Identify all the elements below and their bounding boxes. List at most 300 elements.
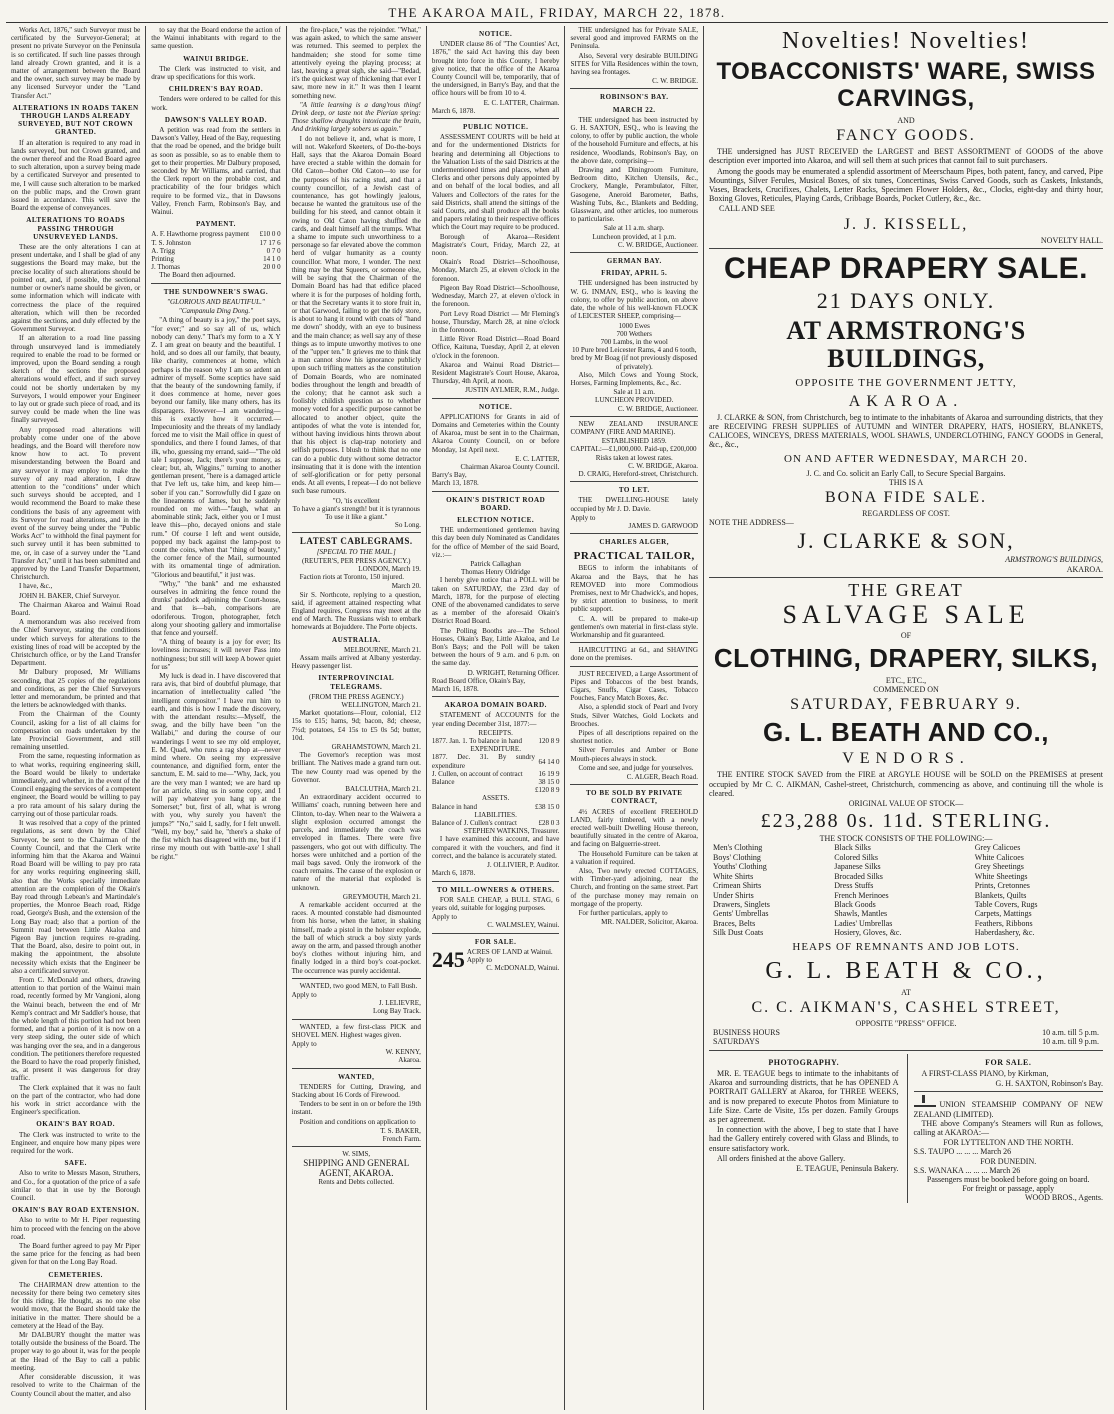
ad-text: CALL AND SEE xyxy=(719,204,775,214)
article-subtitle: "GLORIOUS AND BEAUTIFUL." xyxy=(167,297,265,306)
signature: JUSTIN AYLMER, R.M., Judge. xyxy=(465,386,560,395)
table-cell: Men's Clothing xyxy=(713,843,763,853)
place: Barry's Bay, xyxy=(431,471,467,480)
divider xyxy=(709,577,1103,578)
table-cell: Youths' Clothing xyxy=(713,862,767,872)
row-label: A. F. Hawthorne progress payment xyxy=(151,230,250,239)
table-row xyxy=(709,928,1103,937)
ad-text: HAIRCUTTING at 6d., and SHAVING done on the premises. xyxy=(570,646,699,663)
notice-text: THE undermentioned gentlemen having this day been duly Nominated as Candidates for the office of Member of the said Board, viz.:— xyxy=(431,526,560,559)
date: March 6, 1878. xyxy=(431,106,476,115)
ad-headline: HEAPS OF REMNANTS AND JOB LOTS. xyxy=(792,940,1020,953)
ad-text: Also, a splendid stock of Pearl and Ivory Studs, Silver Watches, Gold Lockets and Brooches. xyxy=(570,703,699,728)
hours-time: 10 a.m. till 5 p.m. xyxy=(1042,1027,1099,1037)
section-heading: ALTERATIONS IN ROADS TAKEN THROUGH LANDS ALREADY SURVEYED, BUT NOT CROWN GRANTED. xyxy=(12,103,139,137)
signature: STEPHEN WATKINS, Treasurer. xyxy=(463,827,560,836)
article-text: The Clerk was instructed to visit, and draw up specifications for this work. xyxy=(151,64,281,82)
ad-text: NEW ZEALAND INSURANCE COMPANY (FIRE AND MARINE). xyxy=(570,419,699,436)
notice-heading: NOTICE. xyxy=(479,402,513,411)
article-text: A petition was read from the settlers in Dawson's Valley, Head of the Bay, requesting that the road be opened, and the bridge built as soon as possible, so as to enable them to get to their properties. Mr Dalbury proposed, seconded by Mr Williams, and carried, that the Clerk report on the probable cost, and practicability of the four bridges which require to be formed viz., that in Dawsons Valley, French Farm, Robinson's Bay, and Wainui. xyxy=(151,126,281,217)
ad-headline: J. J. KISSELL, xyxy=(843,215,969,233)
ad-text: Passengers must be booked before going on board. xyxy=(926,1175,1090,1184)
divider xyxy=(570,481,698,482)
ad-text: Apply to xyxy=(466,955,492,964)
ad-text: Drawing and Diningroom Furniture, Bedroom ditto, Kitchen Utensils, &c., Crockery, Mangle, Perambulator, Filter, Gasogene, Aneroid Barometer, Baths, Washing Tubs, &c., Blankets and Bedding, Glassware, and other articles, too numerous to particularise. xyxy=(570,166,699,224)
divider xyxy=(292,1019,421,1020)
quote: To use it like a giant." xyxy=(325,512,388,521)
ad-heading: ROBINSON'S BAY. xyxy=(599,93,669,102)
ad-signature: E. TEAGUE, Peninsula Bakery. xyxy=(796,1164,899,1173)
row-amount: £10 0 0 xyxy=(259,230,281,239)
ad-text: THE above Company's Steamers will Run as follows, calling at AKAROA:— xyxy=(913,1118,1103,1137)
list-item: 1000 Ewes xyxy=(618,321,650,330)
ad-text: For freight or passage, apply xyxy=(962,1184,1055,1194)
table-row xyxy=(709,1037,1103,1046)
row-amount: 0 7 0 xyxy=(266,246,281,255)
article-text: Faction riots at Toronto, 150 injured. xyxy=(299,573,404,582)
row-label: Balance in hand xyxy=(431,802,477,811)
ad-text: 4½ ACRES of excellent FREEHOLD LAND, fairly timbered, with a newly erected well-built Dwelling House thereon, beautifully situated in the centre of Akaroa, and facing on Balguerrie-street. xyxy=(570,807,699,849)
stock-table xyxy=(709,843,1103,937)
ad-headline: THE GREAT xyxy=(848,579,964,600)
signature: E. C. LATTER, xyxy=(515,454,560,463)
article-text: The Board further agreed to pay Mr Piper the same price for the fencing as had been given for that on the Long Bay Road. xyxy=(11,1242,141,1267)
row-amount: 120 8 9 xyxy=(538,737,560,746)
table-row xyxy=(432,753,560,769)
column-4 xyxy=(427,26,566,1410)
table-cell: Japanese Silks xyxy=(834,862,881,872)
date: March 13, 1878. xyxy=(431,479,479,488)
ad-text: WANTED, a few first-class PICK and SHOVEL MEN. Highest wages given. xyxy=(291,1022,421,1039)
divider xyxy=(432,118,560,119)
article-text: to say that the Board endorse the action of the Wainui inhabitants with regard to the same question. xyxy=(151,26,281,51)
ad-text: Apply to xyxy=(431,913,457,922)
divider xyxy=(570,533,698,534)
divider xyxy=(570,784,698,785)
table-cell: Braces, Belts xyxy=(713,918,756,928)
list-item: Port Levy Road District — Mr Fleming's house, Thursday, March 28, at nine o'clock in the forenoon. xyxy=(431,309,560,334)
ad-text: ETC., ETC., xyxy=(885,676,927,686)
ad-text: Pipes of all descriptions repaired on the shortest notice. xyxy=(570,729,699,746)
ad-text: ORIGINAL VALUE OF STOCK— xyxy=(848,799,964,809)
table-cell: Prints, Cretonnes xyxy=(974,881,1030,891)
ad-heading: TO LET. xyxy=(618,486,650,495)
article-text: After considerable discussion, it was resolved to write to the Chairman of the County Council about the matter, and also xyxy=(11,1373,141,1398)
drop-number: 245 xyxy=(431,946,465,972)
article-text: JOHN H. BAKER, Chief Surveyor. xyxy=(19,591,121,600)
ad-headline: J. CLARKE & SON, xyxy=(797,528,1015,554)
ad-signature: C. W. BRIDGE, Auctioneer. xyxy=(617,404,699,413)
divider xyxy=(292,532,421,533)
article-text: Also to write to Messrs Mason, Struthers, and Co., for a quotation of the price of a safe similar to that in use by the Borough Council. xyxy=(11,1169,141,1203)
ad-text: ESTABLISHED 1859. xyxy=(601,437,667,446)
ad-text xyxy=(914,1095,1103,1118)
ad-text: Luncheon provided, at 1 p.m. xyxy=(592,232,677,241)
ad-text: UNION STEAMSHIP COMPANY OF NEW ZEALAND (LIMITED). xyxy=(913,1100,1103,1119)
article-text: It was resolved that a copy of the printed regulations, as sent down by the Chief Surveyor, be sent to the Chairman of the County Council, and that the Clerk write informing him that the Akaroa and Wainui Road Board will be willing to pay pro rata for any works requiring engineering skill, also that the Works specially immediate attention are the completion of the Okain's Bay road through Lebean's and Martindale's properties, the Monroe Beach road, Ridge road, George's Bush, and the extension of the Long Bay road; also that a portion of the Summit road between Little Akaloa and Pigeon Bay junction requires re-grading. That the Board, also, desire to point out, in making the appointment, the absolute necessity which exists that the Engineer be also a certificated surveyor. xyxy=(11,819,141,975)
list-item: Borough of Akaroa—Resident Magistrate's Court, Friday, March 22, at noon. xyxy=(431,232,560,258)
ad-text: THE DWELLING-HOUSE lately occupied by Mr J. D. Davie. xyxy=(570,496,699,513)
list-item: 700 Lambs, in the wool xyxy=(600,337,668,346)
list-item: Okain's Road District—Schoolhouse, Monday, March 25, at eleven o'clock in the forenoon. xyxy=(431,258,560,283)
ad-headline: C. C. AIKMAN'S, CASHEL STREET, xyxy=(751,998,1061,1016)
quote: "O, 'tis excellent xyxy=(332,496,380,505)
ad-text: FOR LYTTELTON AND THE NORTH. xyxy=(943,1138,1074,1148)
row-amount: £120 8 9 xyxy=(534,786,560,795)
ad-text: S.S. WANAKA ... ... ... March 26 xyxy=(913,1165,1021,1175)
ad-text: Among the goods may be enumerated a splendid assortment of Meerschaum Pipes, both patent, fancy, and carved, Pipe Mountings, Silver Ferules, Musical Boxes, of six tunes, Concertinas, Swiss Carved Goods, such as Caskets, Inkstands, Vases, Brackets, Crucifixes, Chalets, Letter Racks, Specimen Flower Holders, &c., Clocks, eight-day and thirty hour, Boxing Gloves, Reticules, Playing Cards, Cribbage Boards, Pocket Cutlery, &c., &c. xyxy=(709,166,1103,204)
notice-text: The Polling Booths are—The School Houses, Okain's Bay, Little Akaloa, and Le Bon's Bays; and the Poll will be taken between the hours of 9 a.m. and 6 p.m. on the same day. xyxy=(431,626,560,668)
ad-signature: JAMES D. GARWOOD xyxy=(628,521,699,530)
notice-heading: NOTICE. xyxy=(479,30,513,38)
article-text: Sir S. Northcote, replying to a question, said, if agreement attained respecting what England requires, Congress may meet at the end of March. The Russians wish to embark homewards at Bojuddere. The Porte objects. xyxy=(291,590,421,632)
article-text: Market quotations—Flour, colonial, £12 15s to £15; hams, 9d; bacon, 8d; cheese, 7½d; potatoes, £4 15s to £5 0s 5d; butter, 10d. xyxy=(291,709,421,742)
ad-text: AND xyxy=(897,116,915,125)
article-text: "A thing of beauty is a joy for ever; Its loveliness increases; it will never Pass into nothingness; but still will keep A bower quiet for us" xyxy=(151,638,281,671)
article-text: A remarkable accident occurred at the races. A mounted constable had dismounted from his horse, when the latter, in shaking himself, made a pistol in the holster explode, the ball of which struck a boy sixty yards away on the arm, and passed through another boy's clothes without injuring him, and finally lodged in a third boy's coat-pocket. The occurrence was purely accidental. xyxy=(291,900,421,975)
place: Road Board Office, Okain's Bay, xyxy=(431,676,526,685)
ad-signature: French Farm. xyxy=(382,1135,421,1143)
divider xyxy=(292,978,421,979)
ad-heading: PHOTOGRAPHY. xyxy=(768,1057,840,1067)
section-heading: SAFE. xyxy=(64,1159,87,1168)
ad-heading: PRACTICAL TAILOR, xyxy=(573,550,695,563)
ad-text: BEGS to inform the inhabitants of Akaroa and the Bays, that he has REMOVED into more Commodious Premises, next to Mr Chadwick's, and hopes, by strict attention to business, to merit public support. xyxy=(570,564,699,614)
table-row xyxy=(709,1028,1103,1037)
ad-heading: WANTED, xyxy=(338,1072,375,1081)
article-text: If an alteration is required to any road in lands surveyed, but not Crown granted, and the owner thereof and the Road Board agree to such alteration, upon a survey being made by a certificated Surveyor and presented to me, I will cause such alteration to be marked on the public maps, and the Crown grant issued in accordance. This will save the Board the expense of conveyances. xyxy=(11,138,141,213)
notice-text: APPLICATIONS for Grants in aid of Domains and Cemeteries within the County of Akaroa, must be sent in to the Chairman, Akaroa County Council, on or before Monday, 1st April next. xyxy=(431,412,560,454)
dateline: BALCLUTHA, March 21. xyxy=(345,785,421,794)
ad-text: Apply to xyxy=(570,513,596,522)
article-text: I do not believe it, and, what is more, I will not. Wakeford Skeeters, of Do-the-boys Hall, says that the Akaroa Domain Board have erected a stable within the domain for Old Caton—bother Old Caton—to use for the purposes of his racing stud, and that a county councillor, of a Jewish cast of countenance, has got howlingly jealous, because he wanted the gratuitous use of the building for his steed, and cannot obtain it owing to Old Caton having shuffled the cards, and dealt himself all the trumps. What a shame to impute such unworthiness to a personage so far elevated above the common herd of vulgar humanity as a county councillor. What more, I wonder. The next thing may be that Squeers, or someone else, will be saying that the Chairman of the Domain Board has had that edifice placed where it is for the purposes of holding forth, or that the Secretary wants it to store fruit in, or that Garwood, failing to get the tidy store, is about to hang it round with coats of "hand me down" shoddy, with an eye to business and the main chance; as well say any of these things as to impute unworthy motives to one of the "upper ten." It grieves me to think that a man cannot show his ignorance publicly upon such trifling matters as the constitution of Domain Boards, who are nominated bodies throughout the length and breadth of the colony; that he cannot ask such a foolishly childish question as to whether money voted for a specific purpose cannot be allocated to another object, quite the antipodes of what the vote is intended for, without having invidious hints thrown about that his object is clap-trap notoriety and selfish purposes. I blush to think that no one can do a public duty without some detractor insinuating that it is done with the intention of self-glorification or for petty personal ends. At all events, I repeat—I do not believe such base rumours. xyxy=(291,134,421,496)
ad-text: Also, Milch Cows and Young Stock, Horses, Farming Implements, &c., &c. xyxy=(570,370,699,387)
notice-text: I hereby give notice that a POLL will be taken on SATURDAY, the 23rd day of March, 1878, for the purpose of electing ONE of the abovenamed candidates to serve as a member of the aforesaid Okain's District Road Board. xyxy=(431,576,560,626)
ad-text: In connection with the above, I beg to state that I have had the Gallery entirely covered with Glass and Blinds, to ensure satisfactory work. xyxy=(709,1125,899,1153)
ad-headline: 21 DAYS ONLY. xyxy=(816,287,996,313)
article-text: From C. McDonald and others, drawing attention to that portion of the Wainui main road, recently formed by Mr Vangioni, along the Wainui beach, between the end of Mr Kemp's contract and Mr Saddler's house, that the whole length of this portion had not been formed, and that a portion of it is now on a very steep siding, the outer side of which was hanging over the sea, and in a dangerous condition. The petitioners therefore requested the Board to have the road properly finished, as, at present it was dangerous for dray traffic. xyxy=(11,975,141,1083)
ad-text: NOVELTY HALL. xyxy=(1040,235,1103,245)
row-label: J. Thomas xyxy=(151,263,180,272)
row-amount: 20 0 0 xyxy=(263,263,281,272)
table-cell: Drawers, Singlets xyxy=(713,899,770,909)
ad-text: TENDERS for Cutting, Drawing, and Stacking about 16 Cords of Firewood. xyxy=(291,1082,421,1099)
divider xyxy=(570,252,698,253)
ad-text: The Household Furniture can be taken at a valuation if required. xyxy=(570,849,699,866)
divider xyxy=(432,398,560,399)
divider xyxy=(914,1091,1103,1092)
divider xyxy=(292,1068,421,1069)
table-row xyxy=(151,255,280,263)
table-row xyxy=(432,778,560,786)
notice-text: STATEMENT of ACCOUNTS for the year ending December 31st, 1877:— xyxy=(431,711,560,728)
row-amount: 64 14 0 xyxy=(538,757,560,766)
ad-text: OF xyxy=(900,630,912,640)
row-label: Balance xyxy=(431,778,455,787)
table-row xyxy=(151,230,280,238)
table-cell: French Merinoes xyxy=(834,890,889,900)
divider xyxy=(709,1050,1103,1051)
ad-text: Rents and Debts collected. xyxy=(318,1178,395,1187)
ad-text: CAPITAL:—£1,000,000. Paid-up, £200,000 xyxy=(570,445,697,454)
table-cell: Boys' Clothing xyxy=(713,852,761,862)
table-row xyxy=(151,247,280,255)
ad-heading: FRIDAY, APRIL 5. xyxy=(601,269,668,278)
table-cell: Grey Sheetings xyxy=(974,862,1024,872)
ad-headline: BONA FIDE SALE. xyxy=(824,489,987,507)
article-subtitle: "Campanula Ding Dong." xyxy=(178,307,254,316)
ad-text: ACRES OF LAND at Wainui. xyxy=(466,947,553,956)
divider xyxy=(432,933,560,934)
accounts-heading: EXPENDITURE. xyxy=(470,745,521,754)
article-text: A memorandum was also received from the Chief Surveyor, stating the conditions under which surveys for alterations to the existing lines of road will be accepted by the Christchurch office, or by the Land Transfer Department. xyxy=(11,618,141,668)
ad-heading: TO MILL-OWNERS & OTHERS. xyxy=(436,885,555,894)
ad-signature: C. McDONALD, Wainui. xyxy=(486,964,560,973)
ad-text: Risks taken at lowest rates. xyxy=(595,453,673,462)
sheep-list xyxy=(570,322,698,371)
divider xyxy=(432,696,560,697)
article-body xyxy=(151,316,280,860)
row-label: Printing xyxy=(151,255,174,264)
table-row xyxy=(709,872,1103,881)
table-cell: Colored Silks xyxy=(834,852,878,862)
article-text: The Board then adjourned. xyxy=(159,271,236,280)
ad-headline: £23,288 0s. 11d. STERLING. xyxy=(760,810,1052,833)
ad-text: Also, Two newly erected COTTAGES, with Timber-yard adjoining, near the Church, and fronting on the same street. Part of the purchase money may remain on mortgage of the property. xyxy=(570,867,699,908)
verse: "A little learning is a dang'rous thing! Drink deep, or taste not the Pierian spring: Those shallow draughts intoxicate the brain, And drinking largely sobers us again." xyxy=(291,100,421,134)
ad-headline: Novelties! Novelties! xyxy=(782,28,1030,54)
ad-headline: FANCY GOODS. xyxy=(836,127,976,145)
article-text: An extraordinary accident occurred to Williams' coach, running between here and Clinton, to-day. When near to the Waiwera a slight explosion occurred amongst the parcels, and immediately the coach was enveloped in flames. There were five passengers, who got out with difficulty. The horses were unhitched and a portion of the mail bags saved. Only the ironwork of the coach remains. The cause of the explosion or nature of the material that exploded is unknown. xyxy=(291,793,421,892)
ad-text: AKAROA. xyxy=(1066,564,1103,574)
signature: Chairman Akaroa County Council. xyxy=(460,462,560,471)
article-text: The Chairman Akaroa and Wainui Road Board. xyxy=(11,600,141,618)
article-text: The Clerk explained that it was no fault on the part of the contractor, who had done his work in strict accordance with the Engineer's specification. xyxy=(11,1083,141,1117)
ad-text: NOTE THE ADDRESS— xyxy=(709,518,794,528)
ad-signature: D. CRAIG, Hereford-street, Christchurch. xyxy=(578,469,699,478)
row-label: A. Trigg xyxy=(151,246,176,255)
signature: J. OLLIVIER, P. Auditor. xyxy=(487,861,560,870)
list-item: 700 Wethers xyxy=(616,329,652,338)
dateline: WELLINGTON, March 21. xyxy=(341,701,421,710)
ad-headline: SATURDAY, FEBRUARY 9. xyxy=(790,696,1022,714)
table-cell: Table Covers, Rugs xyxy=(974,899,1038,909)
ad-text: THIS IS A xyxy=(888,477,924,487)
column-3 xyxy=(287,26,427,1410)
ad-heading: MARCH 22. xyxy=(612,105,656,114)
divider xyxy=(709,248,1103,249)
row-label: J. Cullen, on account of contract xyxy=(431,769,523,778)
table-cell: Blankets, Quilts xyxy=(974,890,1027,900)
article-text: The CHAIRMAN drew attention to the necessity for there being two cemetery sites for this riding. He thought, as no one else would move, that the Board should take the initiative in the matter. There should be a cemetery at the Head of the Bay. xyxy=(11,1280,141,1330)
article-text: The Governor's reception was most brilliant. The Natives made a grand turn out. The new County road was opened by the Governor. xyxy=(291,751,421,784)
ad-heading: FOR SALE. xyxy=(474,937,517,946)
ad-text: WANTED, two good MEN, to Fall Bush. xyxy=(299,981,418,990)
ad-text: All orders finished at the above Gallery. xyxy=(717,1153,846,1163)
ad-text: THE STOCK CONSISTS OF THE FOLLOWING:— xyxy=(819,834,993,844)
ad-headline: SALVAGE SALE xyxy=(782,599,1030,629)
ad-text: LUNCHEON PROVIDED. xyxy=(595,396,674,405)
candidate: Thomas Henry Oldridge xyxy=(460,568,531,577)
list-item: 10 Pure bred Leicester Rams, 4 and 6 tooth, bred by Mr Boag (if not previously disposed of privately). xyxy=(571,346,698,371)
notice-heading: PUBLIC NOTICE. xyxy=(463,123,529,132)
row-amount: £38 15 0 xyxy=(534,802,560,811)
table-row xyxy=(151,239,280,247)
ad-headline: AKAROA. xyxy=(848,392,964,410)
ad-headline: AT ARMSTRONG'S BUILDINGS, xyxy=(786,315,1026,373)
section-subheading: [SPECIAL TO THE MAIL.] xyxy=(316,547,396,556)
notice-heading: AKAROA DOMAIN BOARD. xyxy=(444,701,547,710)
row-label: Balance of J. Cullen's contract xyxy=(431,819,517,828)
hours-day: SATURDAYS xyxy=(713,1037,760,1047)
divider xyxy=(570,642,698,643)
table-row xyxy=(432,803,560,811)
article-text: Assam mails arrived at Albany yesterday. Heavy passenger list. xyxy=(291,654,421,671)
ad-text: SHIPPING AND GENERAL AGENT, AKAROA. xyxy=(303,1158,410,1179)
divider xyxy=(570,416,698,417)
dateline: GRAHAMSTOWN, March 21. xyxy=(331,743,421,752)
ad-text: Also, Several very desirable BUILDING SITES for Villa Residences within the town, having sea frontages. xyxy=(570,51,699,77)
table-cell: Black Goods xyxy=(834,899,876,909)
payment-table xyxy=(151,230,280,271)
receipts-table xyxy=(432,737,560,745)
column-6 xyxy=(704,26,1108,1410)
steamship-icon xyxy=(914,1095,936,1107)
article-text: Mr Dalbury proposed, Mr Williams seconding, that 25 copies of the regulations and conditions, as per the Chief Surveyors letter and memorandum, be printed and that the letters be acknowledged with thanks. xyxy=(11,668,141,710)
ad-text: J. CLARKE & SON, from Christchurch, beg to intimate to the inhabitants of Akaroa and surrounding districts, that they are RECEIVING FRESH SUPPLIES of AUTUMN and WINTER DRAPERY, HATS, HOSIERY, BLANKETS, CALICOES, WINCEYS, DRESS MATERIALS, WOOL SHAWLS, UNDERCLOTHING, FANCY GOODS in General, &c., &c., xyxy=(709,412,1103,450)
ad-heading: CHARLES ALGER, xyxy=(599,538,670,547)
ad-signature: Akaroa. xyxy=(398,1056,421,1065)
section-heading: CEMETERIES. xyxy=(48,1270,103,1279)
table-row xyxy=(709,891,1103,900)
ad-text: Tenders to be sent in on or before the 19th instant. xyxy=(291,1100,421,1117)
ad-text: AT xyxy=(901,987,911,997)
ad-text: Apply to xyxy=(291,990,317,999)
article-text: Any proposed road alterations will probably come under one of the above headings, and the Board will therefore now know how to act. To prevent misunderstanding between the Board and any surveyor it may employ to make the survey of any road alteration, I draw attention to the "conditions" under which such surveys should be accepted, and I would recommend the Board to make these conditions the basis of any agreement with its Surveyor for road alterations, and in the event of the survey being under the "Public Works Act" to withhold the final payment for such survey until it has been submitted to me, or, in case of a survey under the "Land Transfer Act," until it has been submitted and approved by the Land Transfer Department, Christchurch. xyxy=(11,425,141,582)
section-heading: WAINUI BRIDGE. xyxy=(183,54,249,63)
quote: To have a giant's strength! but it is tyrannous xyxy=(292,504,420,513)
assets-table xyxy=(432,803,560,811)
date: March 16, 1878. xyxy=(431,685,479,694)
section-heading: OKAIN'S BAY ROAD. xyxy=(36,1120,116,1129)
article-text: the fire-place," was the rejoinder. "What," was again asked, to which the same answer was returned. This seemed to perplex the handmaiden; she stood for some time attentively eyeing the playing process; at last, heaving a great sigh, she said—"Bedad, it's the quickest way of thickening that ever I saw, more new in it." It was then I learnt something new. xyxy=(291,26,421,100)
signature: D. WRIGHT, Returning Officer. xyxy=(467,668,560,677)
signature: E. C. LATTER, Chairman. xyxy=(483,98,560,107)
table-cell: Haberdashery, &c. xyxy=(974,928,1035,938)
table-cell: Grey Calicoes xyxy=(974,843,1021,853)
ad-headline: G. L. BEATH & CO., xyxy=(765,957,1047,984)
table-cell: Shawls, Mantles xyxy=(834,909,888,919)
section-heading: DAWSON'S VALLEY ROAD. xyxy=(164,115,267,124)
article-text: Works Act, 1876," such Surveyor must be certificated by the Surveyor-General; at present no private Surveyor on the Peninsula is so certificated. If such line passes through land already Crown granted, and it is a matter of arrangement between the Board and the owner, such survey may be made by any licensed Surveyor under the "Land Transfer Act." xyxy=(11,26,141,100)
ad-text: Position and conditions on application to xyxy=(299,1117,416,1126)
court-list xyxy=(432,233,560,386)
ad-text: OPPOSITE "PRESS" OFFICE. xyxy=(855,1018,957,1028)
article-text: Tenders were ordered to be called for this work. xyxy=(151,95,281,112)
divider xyxy=(432,491,560,492)
ad-signature: J. LELIEVRE, xyxy=(378,999,421,1008)
notice-heading: OKAIN'S DISTRICT ROAD BOARD. xyxy=(446,495,546,512)
photo-ad xyxy=(709,1054,898,1203)
table-cell: Dress Stuffs xyxy=(834,881,874,891)
ad-signature: Long Bay Track. xyxy=(373,1007,421,1016)
table-row xyxy=(709,881,1103,890)
article-text: Mr DALBURY thought the matter was totally outside the business of the Board. The proper way to go about it, was for the people at the Head of the Bay to call a public meeting. xyxy=(11,1331,141,1372)
table-cell: Crimean Shirts xyxy=(713,881,762,891)
bottom-ads xyxy=(709,1054,1103,1203)
table-cell: White Calicoes xyxy=(974,852,1024,862)
ad-text: JUST RECEIVED, a Large Assortment of Pipes and Tobaccos of the best brands, Cigars, Snuffs, Cigar Cases, Tobacco Pouches, Fancy Match Boxes, &c. xyxy=(570,669,699,703)
ad-heading: FOR SALE. xyxy=(985,1057,1032,1067)
divider xyxy=(570,88,698,89)
ad-text: Silver Ferrules and Amber or Bone Mouth-pieces always in stock. xyxy=(570,746,699,763)
row-label: 1877. Dec. 31. By sundry expenditure xyxy=(431,753,535,770)
list-item: Little River Road District—Road Board Office, Kaituna, Tuesday, April 2, at eleven o'clock in the forenoon. xyxy=(431,335,560,360)
ad-text: Apply to xyxy=(291,1039,317,1048)
table-row xyxy=(709,853,1103,862)
dateline: GREYMOUTH, March 21. xyxy=(342,892,421,901)
ad-text: S.S. TAUPO ... ... ... March 26 xyxy=(913,1147,1012,1157)
ad-signature: C. W. BRIDGE, Auctioneer. xyxy=(617,240,699,249)
table-row xyxy=(432,819,560,827)
ad-text: THE undersigned has JUST RECEIVED the LARGEST and BEST ASSORTMENT of GOODS of the above description ever imported into Akaroa, and will sell them at such prices that cannot fail to suit purchasers. xyxy=(709,147,1103,166)
ad-text: Come and see, and judge for yourselves. xyxy=(578,763,694,772)
table-cell: Feathers, Ribbons xyxy=(974,918,1033,928)
ad-text: FOR SALE CHEAP, a BULL STAG, 6 years old, suitable for logging purposes. xyxy=(431,895,560,912)
ad-text: J. C. and Co. solicit an Early Call, to Secure Special Bargains. xyxy=(806,468,1006,478)
ad-text: COMMENCED ON xyxy=(873,685,939,695)
ad-signature: C. W. BRIDGE. xyxy=(652,77,699,86)
ad-signature: T. S. BAKER, xyxy=(380,1126,421,1135)
candidate: Patrick Callaghan xyxy=(470,559,521,568)
table-row xyxy=(709,909,1103,918)
ad-text: ARMSTRONG'S BUILDINGS, xyxy=(1005,555,1103,565)
column-2 xyxy=(146,26,286,1410)
row-amount: £28 0 3 xyxy=(538,819,560,828)
section-heading: PAYMENT. xyxy=(195,220,236,229)
article-text: If an alteration to a road line passing through unsurveyed land is immediately required to enable the road to be formed or improved, upon the Board sending a rough sketch of the sections the proposed alterations would effect, and if such survey could not be shortly undertaken by my Surveyors, I would empower your Engineer to lay out or grade such piece of road, and its survey could be made when the line was finally surveyed. xyxy=(11,334,141,425)
table-cell: Ladies' Umbrellas xyxy=(834,918,893,928)
ad-text: Sale at 11 a.m. sharp. xyxy=(603,224,665,233)
ad-heading: TO BE SOLD BY PRIVATE CONTRACT, xyxy=(585,789,683,806)
liabilities-table xyxy=(432,819,560,827)
ad-signature: MR. NALDER, Solicitor, Akaroa. xyxy=(601,918,699,927)
ad-text: For further particulars, apply to xyxy=(578,909,668,918)
ad-text: FOR DUNEDIN. xyxy=(980,1156,1037,1166)
section-heading: ALTERATIONS TO ROADS PASSING THROUGH UNSURVEYED LANDS. xyxy=(26,216,126,241)
table-cell: Silk Dust Coats xyxy=(713,928,764,938)
table-cell: Hosiery, Gloves, &c. xyxy=(834,928,902,938)
date: March 6, 1878. xyxy=(431,869,476,878)
divider xyxy=(151,283,280,284)
table-row xyxy=(709,919,1103,928)
dateline: MELBOURNE, March 21. xyxy=(344,645,421,654)
article-text: Also to write to Mr H. Piper requesting him to proceed with the fencing on the above road. xyxy=(11,1216,141,1241)
ad-signature: C. ALGER, Beach Road. xyxy=(626,773,699,782)
list-item: Akaroa and Wainui Road District—Resident Magistrate's Court House, Akaroa, Thursday, 4th April, at noon. xyxy=(431,360,560,386)
section-heading: INTERPROVINCIAL TELEGRAMS. xyxy=(318,674,395,691)
ad-text: REGARDLESS OF COST. xyxy=(862,509,950,519)
ad-signature: C. W. BRIDGE, Akaroa. xyxy=(628,461,699,470)
accounts-heading: ASSETS. xyxy=(481,794,510,803)
ad-text: MR. E. TEAGUE begs to intimate to the inhabitants of Akaroa and surrounding districts, that he has OPENED A PORTRAIT GALLERY at Akaroa, for THREE WEEKS, and is now prepared to execute Photos from Miniature to Life Size. Carte de Visite, 15s per dozen. Family Groups as per agreement. xyxy=(709,1068,899,1124)
hours-time: 10 a.m. till 9 p.m. xyxy=(1042,1037,1099,1047)
ad-text: Sale at 11 a.m. xyxy=(613,388,656,397)
ad-text: THE undersigned has for Private SALE, several good and improved FARMS on the Peninsula. xyxy=(570,26,699,51)
ad-signature: WOOD BROS., Agents. xyxy=(1024,1193,1103,1203)
accounts-heading: LIABILITIES. xyxy=(474,810,517,819)
article-text: "A thing of beauty is a joy," the poet says, "for ever;" and so say all of us, which nobody can deny." That's my form to a X Y Z. I am great on beauty and the beautiful. I hold, and so does all our family, that beauty, like charity, commences at home, which perhaps is the reason why I am so ardent an admirer of myself. Some sceptics have said that the beauty of the sundowning family, if it does commence at home, never goes beyond our family, like many others, has its disparagers. However—I am wandering—this is exactly how it occurred.—Impecuniosity and the threats of my landlady forced me to visit the Mail office in quest of spondulics, and there I found James, of that ilk, who, guessing my errand, said—"The old tale I suppose, Jack; there's your money, as clear; but, ah, Wiggins," turning to another gentleman present, "here is a damaged article that I've left us, take him, and keep him—sober if you can." Sorrowfully did I gaze on the lineaments of James, but he suddenly rounded on me with—"faugh, what an abominable stink; Jack, either you or I must leave this—pho, decayed onions and stale rum." Of course I left and went outside, popped my back against the lamp-post to count the coins, when that "thing of beauty," the corner fence of the Mail, surmounted with its ornamental tinge of admiration. "Glorious and beautiful," it just was. xyxy=(151,316,281,579)
